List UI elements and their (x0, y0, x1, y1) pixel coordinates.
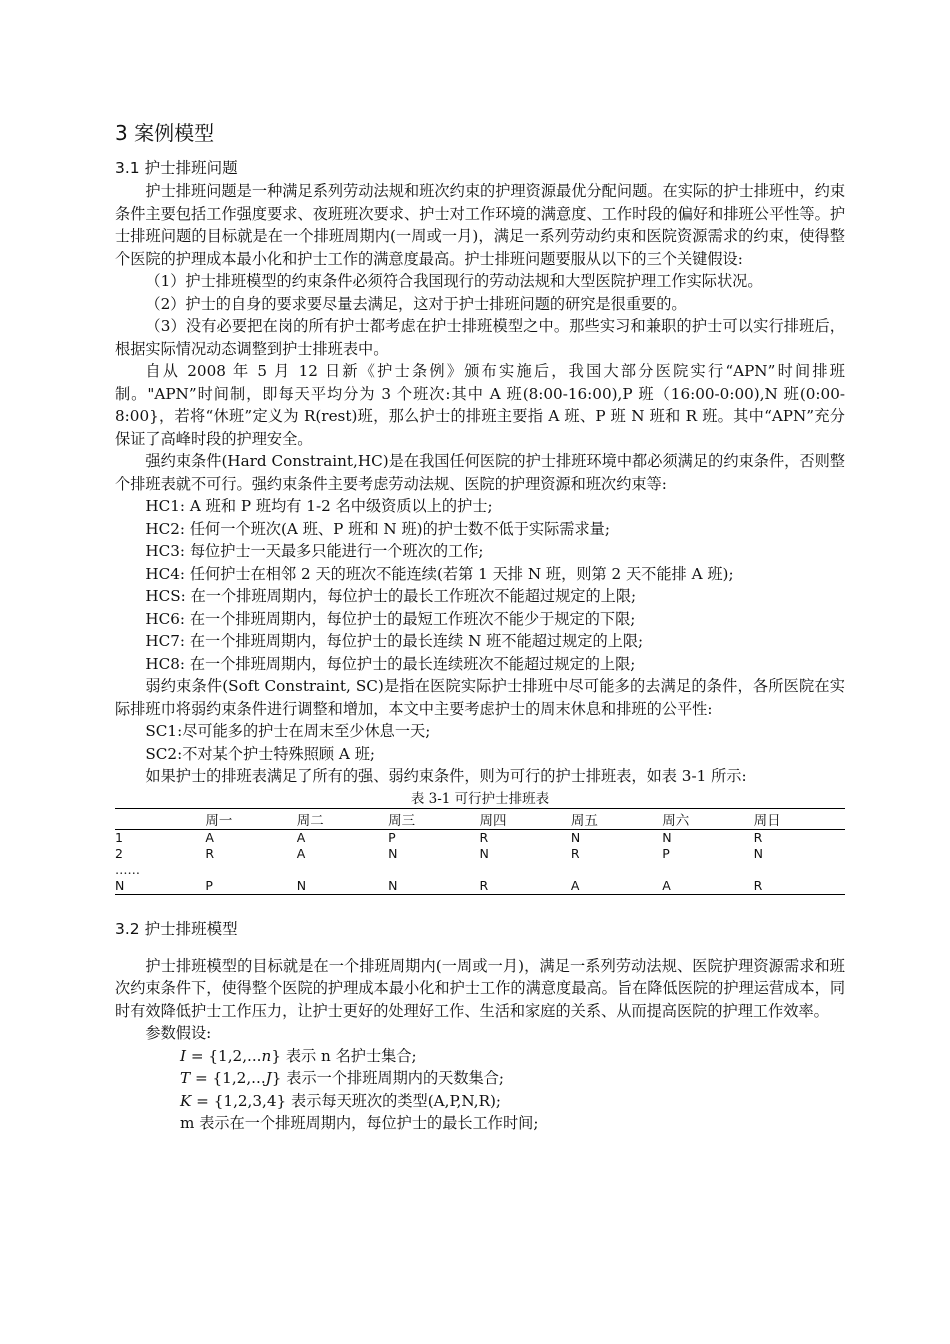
paragraph: 强约束条件(Hard Constraint,HC)是在我国任何医院的护士排班环境中都必须满足的约束条件，否则整个排班表就不可行。强约束条件主要考虑劳动法规、医院的护理资源和班次约束等: (115, 452, 845, 493)
table-header-cell: 周一 (205, 808, 296, 829)
table-cell (479, 862, 570, 878)
assumption-3: （3）没有必要把在岗的所有护士都考虑在护士排班模型之中。那些实习和兼职的护士可以实行排班后，根据实际情况动态调整到护士排班表中。 (115, 317, 845, 358)
table-cell: N (479, 846, 489, 861)
table-cell: N (570, 830, 581, 845)
table-cell (662, 862, 753, 878)
table-cell: 2 (115, 846, 123, 861)
paragraph: 自从 2008 年 5 月 12 日新《护士条例》颁布实施后，我国大部分医院实行“APN”时间排班制。"APN”时间制，即每天平均分为 3 个班次:其中 A 班(8:00-16:00),P 班（16:00-0:00),N 班(0:00-8:00}，若将“休班”定义为 R(rest)班，那么护士的排班主要指 A 班、P 班 N 班和 R 班。其中“APN”充分保证了高峰时段的护理安全。 (115, 362, 845, 448)
subsection-title-3-1: 3.1 护士排班问题 (115, 159, 238, 177)
table-cell: 1 (115, 830, 123, 845)
table-cell: P (662, 846, 670, 861)
hard-constraint: HC1: A 班和 P 班均有 1-2 名中级资质以上的护士; (145, 497, 493, 515)
math-expression: K = {1,2,3,4} (180, 1091, 287, 1110)
table-cell: N (296, 878, 307, 893)
table-caption: 表 3-1 可行护士排班表 (410, 790, 550, 807)
table-cell: A (205, 830, 214, 845)
table-cell: N (662, 830, 672, 845)
assumption-2: （2）护士的自身的要求要尽量去满足，这对于护士排班问题的研究是很重要的。 (145, 294, 687, 313)
table-cell (205, 862, 296, 878)
table-cell: N (115, 878, 125, 893)
table-header-cell: 周二 (297, 808, 388, 829)
table-cell: P (388, 830, 396, 845)
table-row (115, 878, 845, 895)
param-desc: 表示一个排班周期内的天数集合; (286, 1069, 504, 1087)
subsection-title-3-2: 3.2 护士排班模型 (115, 919, 238, 938)
table-header-cell: 周三 (388, 808, 479, 829)
table-cell: N (388, 878, 398, 893)
params-label: 参数假设: (145, 1024, 212, 1042)
assumption-1: （1）护士排班模型的约束条件必须符合我国现行的劳动法规和大型医院护理工作实际状况。 (145, 272, 763, 290)
table-cell (571, 862, 662, 878)
table-cell: R (753, 830, 763, 845)
table-header-cell: 周五 (571, 808, 662, 829)
table-cell: N (388, 846, 398, 861)
table-row (115, 862, 845, 878)
param-line (115, 1067, 845, 1090)
schedule-table (115, 808, 845, 895)
paragraph: 如果护士的排班表满足了所有的强、弱约束条件，则为可行的护士排班表，如表 3-1 所示: (145, 767, 747, 785)
table-cell: A (662, 878, 671, 893)
math-expression: T = {1,2,...J} (180, 1069, 282, 1087)
table-cell: …… (115, 862, 140, 877)
table-cell: P (205, 878, 213, 893)
table-cell: N (753, 846, 763, 861)
table-row (115, 846, 845, 862)
table-header-cell (115, 808, 205, 829)
paragraph: 护士排班问题是一种满足系列劳动法规和班次约束的护理资源最优分配问题。在实际的护士排班中，约束条件主要包括工作强度要求、夜班班次要求、护士对工作环境的满意度、工作时段的偏好和排班公平性等。护士排班问题的目标就是在一个排班周期内(一周或一月)，满足一系列劳动约束和医院资源需求的约束，使得整个医院的护理成本最小化和护士工作的满意度最高。护士排班问题要服从以下的三个关键假设: (115, 182, 845, 268)
soft-constraint: SC2:不对某个护士特殊照顾 A 班; (145, 744, 375, 763)
param-line: m 表示在一个排班周期内，每位护士的最长工作时间; (180, 1114, 539, 1132)
table-header-cell: 周六 (662, 808, 753, 829)
param-line (115, 1090, 845, 1113)
table-cell: R (205, 846, 215, 861)
document-page (115, 118, 845, 1135)
hard-constraint: HC8: 在一个排班周期内，每位护士的最长连续班次不能超过规定的上限; (145, 654, 636, 673)
param-desc: 表示 n 名护士集合; (285, 1046, 417, 1065)
table-cell (297, 862, 388, 878)
table-header-cell: 周四 (479, 808, 570, 829)
section-title: 3 案例模型 (115, 121, 215, 145)
table-header-cell: 周日 (754, 808, 845, 829)
table-cell (388, 862, 479, 878)
param-desc: 表示每天班次的类型(A,P,N,R); (291, 1091, 502, 1110)
table-cell: R (753, 878, 763, 893)
table-cell: R (479, 830, 489, 845)
hard-constraint: HC6: 在一个排班周期内，每位护士的最短工作班次不能少于规定的下限; (145, 609, 636, 628)
table-cell: A (296, 846, 306, 861)
hard-constraint: HC3: 每位护士一天最多只能进行一个班次的工作; (145, 542, 484, 560)
param-line (115, 1045, 845, 1068)
table-cell: R (479, 878, 489, 893)
math-expression: I = {1,2,...n} (180, 1046, 281, 1065)
table-cell: A (570, 878, 580, 893)
hard-constraint: HC7: 在一个排班周期内，每位护士的最长连续 N 班不能超过规定的上限; (145, 632, 644, 650)
paragraph: 护士排班模型的目标就是在一个排班周期内(一周或一月)，满足一系列劳动法规、医院护理资源需求和班次约束条件下，使得整个医院的护理成本最小化和护士工作的满意度最高。旨在降低医院的护理运营成本，同时有效降低护士工作压力，让护士更好的处理好工作、生活和家庭的关系、从而提高医院的护理工作效率。 (115, 956, 845, 1020)
hard-constraint: HC2: 任何一个班次(A 班、P 班和 N 班)的护士数不低于实际需求量; (145, 519, 610, 538)
hard-constraint: HC4: 任何护士在相邻 2 天的班次不能连续(若第 1 天排 N 班，则第 2 天不能排 A 班); (145, 564, 734, 583)
paragraph: 弱约束条件(Soft Constraint, SC)是指在医院实际护士排班中尽可能多的去满足的条件，各所医院在实际排班巾将弱约束条件进行调整和增加，本文中主要考虑护士的周末休息和排班的公平性: (115, 677, 845, 718)
table-row (115, 829, 845, 846)
table-header-row (115, 808, 845, 829)
table-cell: A (296, 830, 306, 845)
soft-constraint: SC1:尽可能多的护士在周末至少休息一天; (145, 722, 431, 740)
table-cell: R (570, 846, 580, 861)
table-cell (754, 862, 845, 878)
hard-constraint: HCS: 在一个排班周期内，每位护士的最长工作班次不能超过规定的上限; (145, 587, 637, 605)
